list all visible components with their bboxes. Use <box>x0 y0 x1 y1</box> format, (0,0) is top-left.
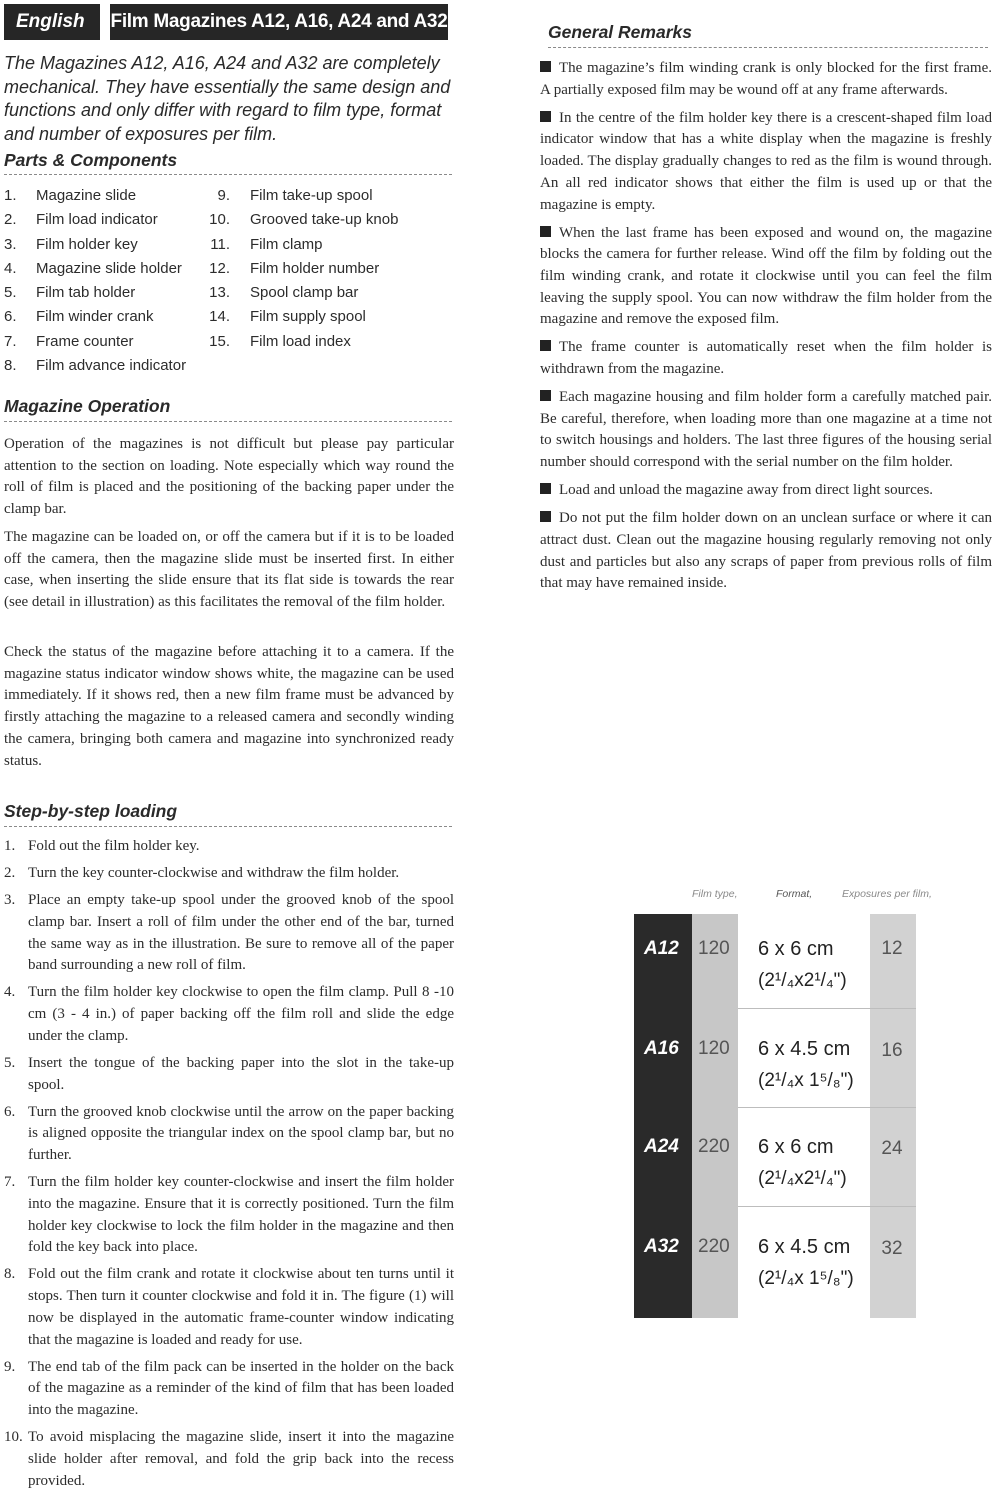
remarks-heading-rule <box>548 47 988 48</box>
parts-item: 8. Film advance indicator <box>4 357 187 375</box>
magazine-format-table <box>634 914 916 1318</box>
remark-item: When the last frame has been exposed and wound on, the magazine blocks the camera for further release. Wind off the film by folding out the film winding crank, and rotate it clockwise until you can feel the film leaving the supply spool. You can now withdraw the film holder from the magazine and remove the exposed film. <box>540 224 992 328</box>
table-cell-film-type: 120 <box>698 938 730 959</box>
parts-item: 7. Frame counter <box>4 332 134 350</box>
operation-paragraph-1: Operation of the magazines is not difficult but please pay particular attention to the section on loading. Note especially which way round the roll of film is placed and the positioning of the backing paper under the clamp bar. <box>4 436 454 518</box>
parts-item: 6. Film winder crank <box>4 308 154 326</box>
table-cell-format: 6 x 4.5 cm <box>758 1236 851 1258</box>
table-cell-model: A12 <box>644 938 679 959</box>
parts-item: 1. Magazine slide <box>4 187 137 204</box>
square-bullet-icon <box>540 111 551 122</box>
operation-heading-rule <box>4 421 452 422</box>
parts-heading-rule <box>4 174 452 175</box>
parts-list-right <box>208 184 398 354</box>
loading-step: 10. To avoid misplacing the magazine slide, insert it into the magazine slide holder after removal, and fold the grip back into the recess provided. <box>4 1429 454 1489</box>
parts-list-left <box>4 184 186 378</box>
square-bullet-icon <box>540 511 551 522</box>
remark-item: Load and unload the magazine away from direct light sources. <box>540 480 992 502</box>
table-header-exposures: Exposures per film, <box>842 888 932 900</box>
loading-step: 8. Fold out the film crank and rotate it clockwise about ten turns until it stops. Then turn it counter clockwise and fold it in. The figure (1) will now be displayed in the automatic frame-counter window indicating that the magazine is loaded and ready for use. <box>4 1266 454 1348</box>
parts-item: 3. Film holder key <box>4 235 138 253</box>
loading-step: 1. Fold out the film holder key. <box>4 838 200 854</box>
loading-heading: Step-by-step loading <box>4 801 178 821</box>
table-cell-film-type: 220 <box>698 1236 730 1257</box>
square-bullet-icon <box>540 340 551 351</box>
loading-step: 5. Insert the tongue of the backing paper into the slot in the take-up spool. <box>4 1054 454 1093</box>
table-cell-format: 6 x 4.5 cm <box>758 1038 851 1060</box>
operation-paragraph-2: The magazine can be loaded on, or off the camera but if it is to be loaded off the camera, then the magazine slide must be inserted first. In either case, when inserting the slide ensure that its flat side is towards the rear (see detail in illustration) as this facilitates the removal of the film holder. <box>4 529 454 611</box>
parts-item: 12. Film holder number <box>209 259 380 277</box>
remark-item: The magazine’s film winding crank is only blocked for the first frame. A partially exposed film may be wound off at any frame afterwards. <box>540 60 992 98</box>
table-cell-film-type: 120 <box>698 1038 730 1059</box>
parts-item: 11. Film clamp <box>210 235 323 253</box>
language-label: English <box>4 4 100 40</box>
square-bullet-icon <box>540 61 551 72</box>
row-divider <box>738 1008 916 1009</box>
table-cell-format-inch: (2¹/₄x 1⁵/₈") <box>758 1070 854 1091</box>
remarks-heading: General Remarks <box>548 22 692 42</box>
parts-item: 10. Grooved take-up knob <box>209 211 399 229</box>
loading-heading-rule <box>4 826 452 827</box>
table-cell-model: A24 <box>644 1136 679 1157</box>
table-cell-format-inch: (2¹/₄x2¹/₄") <box>758 1168 847 1189</box>
parts-item: 2. Film load indicator <box>4 211 158 229</box>
page-title: Film Magazines A12, A16, A24 and A32 <box>110 4 448 40</box>
table-header-film-type: Film type, <box>692 888 738 900</box>
loading-step: 2. Turn the key counter-clockwise and withdraw the film holder. <box>4 865 400 882</box>
row-divider <box>738 1107 916 1108</box>
operation-heading: Magazine Operation <box>4 396 171 416</box>
table-cell-exposures: 24 <box>881 1138 903 1159</box>
remark-item: Each magazine housing and film holder form a carefully matched pair. Be careful, therefore, when loading more than one magazine at a time not to switch housings and holders. The last three figures of the housing serial number should correspond with the serial number on the film holder. <box>540 389 992 471</box>
row-divider <box>738 1206 916 1207</box>
table-cell-format-inch: (2¹/₄x2¹/₄") <box>758 970 847 991</box>
parts-item: 4. Magazine slide holder <box>4 259 182 277</box>
table-cell-model: A32 <box>644 1236 679 1257</box>
square-bullet-icon <box>540 483 551 494</box>
table-cell-format: 6 x 6 cm <box>758 1136 834 1158</box>
parts-item: 13. Spool clamp bar <box>209 284 359 302</box>
loading-step: 3. Place an empty take-up spool under the grooved knob of the spool clamp bar. Insert a roll of film under the other end of the bar, turned the same way as in the illustration. Be sure to remove all of the paper band surrounding a new roll of film. <box>4 892 454 974</box>
square-bullet-icon <box>540 226 551 237</box>
remark-item: In the centre of the film holder key there is a crescent-shaped film load indicator window that has a white display when the magazine is freshly loaded. The display gradually changes to red as the film is wound through. An all red indicator shows that either the film is used up or that the magazine is empty. <box>540 109 992 213</box>
table-cell-exposures: 32 <box>881 1238 903 1259</box>
table-cell-format-inch: (2¹/₄x 1⁵/₈") <box>758 1268 854 1289</box>
remarks-list <box>540 58 992 601</box>
parts-item: 5. Film tab holder <box>4 284 136 302</box>
parts-item: 15. Film load index <box>209 332 351 350</box>
table-cell-format: 6 x 6 cm <box>758 938 834 960</box>
parts-item: 9. Film take-up spool <box>217 187 373 204</box>
loading-step: 7. Turn the film holder key counter-clockwise and insert the film holder into the magazine. Ensure that it is correctly positioned. Turn the film holder key clockwise to lock the film holder in the magazine and then fold the key back into place. <box>4 1174 454 1256</box>
parts-heading: Parts & Components <box>4 150 178 170</box>
table-cell-exposures: 12 <box>881 938 903 959</box>
remark-item: Do not put the film holder down on an unclean surface or where it can attract dust. Clean out the magazine housing regularly removing not only dust and particles but also any scraps of paper from previous rolls of film that may have remained inside. <box>540 510 992 592</box>
remark-item: The frame counter is automatically reset when the film holder is withdrawn from the magazine. <box>540 339 992 378</box>
square-bullet-icon <box>540 390 551 401</box>
intro-paragraph: The Magazines A12, A16, A24 and A32 are completely mechanical. They have essentially the same design and functions and only differ with regard to film type, format and number of exposures per film. <box>4 53 451 144</box>
table-cell-exposures: 16 <box>881 1040 903 1061</box>
table-header-format: Format, <box>776 888 813 900</box>
loading-step: 6. Turn the grooved knob clockwise until the arrow on the paper backing is aligned opposite the triangular index on the spool clamp bar, but no further. <box>4 1103 454 1164</box>
operation-paragraph-3: Check the status of the magazine before attaching it to a camera. If the magazine status indicator window shows white, the magazine can be used immediately. If it shows red, then a new film frame must be advanced by firstly attaching the magazine to a released camera and secondly winding the camera, bringing both camera and magazine into synchronized ready status. <box>4 644 454 769</box>
loading-step: 9. The end tab of the film pack can be inserted in the holder on the back of the magazine as a reminder of the kind of film that has been loaded into the magazine. <box>4 1358 454 1418</box>
loading-step: 4. Turn the film holder key clockwise to open the film clamp. Pull 8 -10 cm (3 - 4 in.) of paper backing off the film roll and slide the edge under the clamp. <box>4 984 454 1044</box>
loading-steps-list <box>4 836 454 1498</box>
parts-item: 14. Film supply spool <box>209 308 366 326</box>
table-cell-film-type: 220 <box>698 1136 730 1157</box>
table-cell-model: A16 <box>644 1038 679 1059</box>
